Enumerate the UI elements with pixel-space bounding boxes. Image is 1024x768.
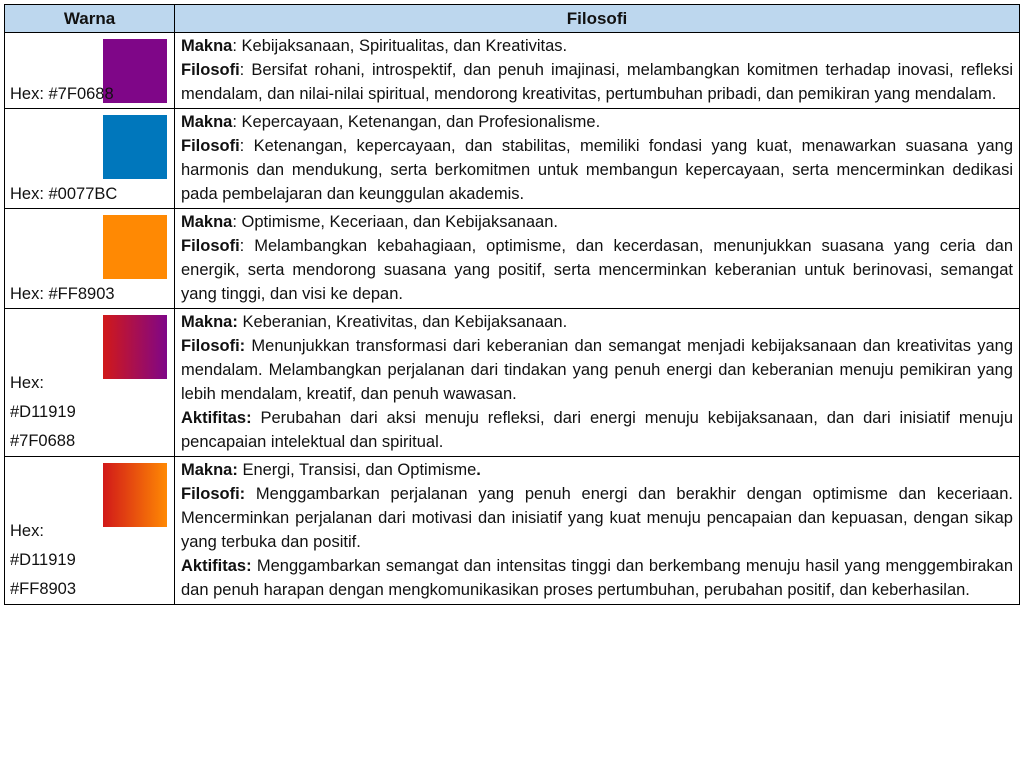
table-header-row — [5, 5, 1020, 33]
filosofi-label: Filosofi — [181, 137, 240, 155]
makna-line — [181, 34, 1013, 58]
header-warna: Warna — [5, 5, 175, 33]
header-filosofi: Filosofi — [175, 5, 1020, 33]
hex-prefix: Hex: — [10, 522, 44, 540]
aktifitas-label: Aktifitas: — [181, 557, 252, 575]
aktifitas-text: Perubahan dari aksi menuju refleksi, dari energi menuju kebijaksanaan, dan dari inisiatif menuju pencapaian intelektual dan spiritual. — [181, 409, 1013, 451]
filosofi-line — [181, 482, 1013, 554]
filosofi-text: Menunjukkan transformasi dari keberanian dan semangat menjadi kebijaksanaan dan kreativitas yang mendalam. Melambangkan perjalanan dari tindakan yang penuh energi dan keberanian menuju pemikiran yang lebih mendalam, kreatif, dan penuh wawasan. — [181, 337, 1013, 403]
hex-value: #7F0688 — [10, 432, 76, 450]
makna-line — [181, 458, 1013, 482]
aktifitas-text: Menggambarkan semangat dan intensitas tinggi dan berkembang menuju hasil yang menggembirakan dan penuh harapan dengan mengkomunikasikan proses pertumbuhan, perubahan positif, dan keberhasilan. — [181, 557, 1013, 599]
makna-line — [181, 110, 1013, 134]
filosofi-line — [181, 334, 1013, 406]
filosofi-label: Filosofi — [181, 61, 240, 79]
hex-value: #D11919 — [10, 403, 76, 421]
gradient-swatch — [103, 315, 167, 379]
filosofi-text: : Melambangkan kebahagiaan, optimisme, dan kecerdasan, menunjukkan suasana yang ceria dan energik, serta mendorong suasana yang positif, serta mencerminkan keberanian untuk berinovasi, semangat yang tinggi, dan visi ke depan. — [181, 237, 1013, 303]
color-cell — [5, 33, 175, 109]
filosofi-text: : Ketenangan, kepercayaan, dan stabilitas, memiliki fondasi yang kuat, menawarkan suasana yang harmonis dan mendukung, serta berkomitmen untuk membangun kepercayaan, serta mencerminkan dedikasi pada pembelajaran dan keunggulan akademis. — [181, 137, 1013, 203]
hex-value: #FF8903 — [10, 580, 77, 598]
filosofi-label: Filosofi: — [181, 337, 246, 355]
makna-line — [181, 310, 1013, 334]
color-swatch — [103, 215, 167, 279]
makna-line — [181, 210, 1013, 234]
hex-value: #D11919 — [10, 551, 76, 569]
table-row — [5, 309, 1020, 457]
hex-label — [10, 369, 76, 456]
philosophy-cell — [175, 33, 1020, 109]
philosophy-cell — [175, 209, 1020, 309]
table-row — [5, 209, 1020, 309]
filosofi-line — [181, 58, 1013, 106]
table-row — [5, 33, 1020, 109]
color-cell — [5, 309, 175, 457]
philosophy-cell — [175, 457, 1020, 605]
aktifitas-line — [181, 554, 1013, 602]
makna-text: : Optimisme, Keceriaan, dan Kebijaksanaan. — [232, 213, 558, 231]
filosofi-text: : Bersifat rohani, introspektif, dan penuh imajinasi, melambangkan komitmen terhadap inovasi, refleksi mendalam, dan nilai-nilai spiritual, mendorong kreativitas, pertumbuhan pribadi, dan pemikiran yang mendalam. — [181, 61, 1013, 103]
table-row — [5, 109, 1020, 209]
makna-end: . — [476, 461, 481, 479]
philosophy-cell — [175, 309, 1020, 457]
color-cell — [5, 209, 175, 309]
makna-text: Energi, Transisi, dan Optimisme — [237, 461, 477, 479]
filosofi-label: Filosofi — [181, 237, 240, 255]
filosofi-line — [181, 234, 1013, 306]
makna-text: : Kebijaksanaan, Spiritualitas, dan Kreativitas. — [232, 37, 568, 55]
hex-label — [10, 517, 76, 604]
hex-label: Hex: #7F0688 — [10, 85, 114, 103]
hex-prefix: Hex: — [10, 374, 44, 392]
makna-label: Makna — [181, 37, 233, 55]
makna-label: Makna: — [181, 461, 238, 479]
hex-label: Hex: #0077BC — [10, 185, 118, 203]
gradient-swatch — [103, 463, 167, 527]
color-cell — [5, 457, 175, 605]
hex-label: Hex: #FF8903 — [10, 285, 115, 303]
makna-text: : Kepercayaan, Ketenangan, dan Profesionalisme. — [232, 113, 601, 131]
makna-text: Keberanian, Kreativitas, dan Kebijaksanaan. — [237, 313, 568, 331]
philosophy-cell — [175, 109, 1020, 209]
filosofi-line — [181, 134, 1013, 206]
color-philosophy-table — [4, 4, 1020, 605]
color-swatch — [103, 115, 167, 179]
table-row — [5, 457, 1020, 605]
makna-label: Makna: — [181, 313, 238, 331]
makna-label: Makna — [181, 213, 233, 231]
filosofi-text: Menggambarkan perjalanan yang penuh energi dan berakhir dengan optimisme dan keceriaan. Mencerminkan perjalanan dari motivasi dan inisiatif yang kuat menuju pencapaian dan kepuasan, dengan sikap yang terbuka dan positif. — [181, 485, 1013, 551]
color-cell — [5, 109, 175, 209]
makna-label: Makna — [181, 113, 233, 131]
aktifitas-label: Aktifitas: — [181, 409, 252, 427]
aktifitas-line — [181, 406, 1013, 454]
filosofi-label: Filosofi: — [181, 485, 246, 503]
